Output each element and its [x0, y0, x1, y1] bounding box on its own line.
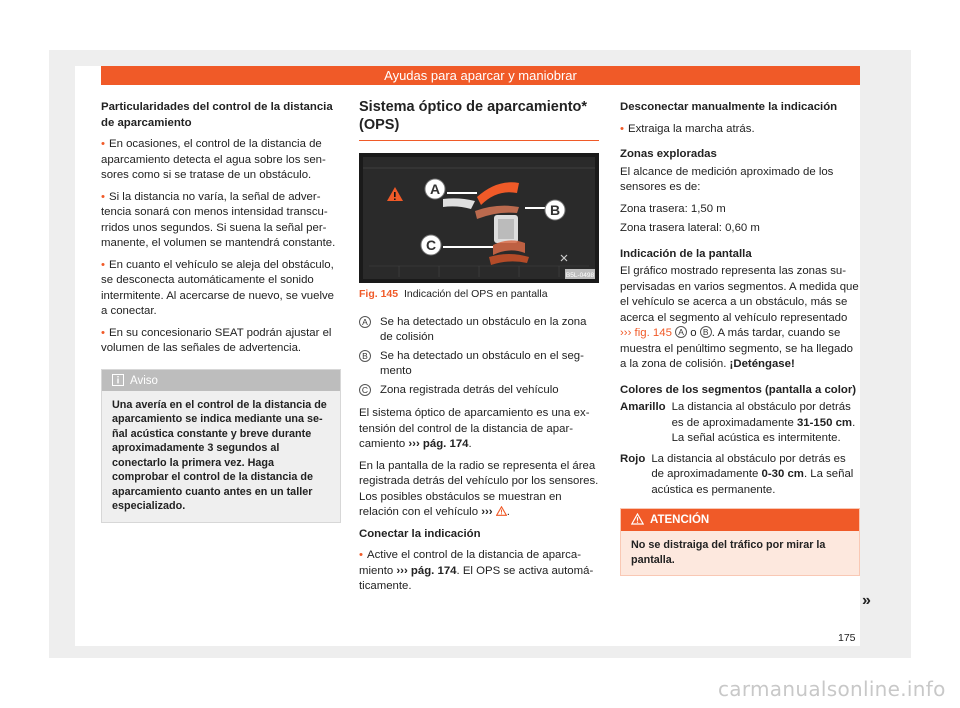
aviso-header: [102, 370, 340, 391]
bullet-icon: •: [101, 258, 105, 271]
atencion-header: [621, 509, 859, 531]
legend-item-b: B Se ha detectado un obstáculo en el segmento: [359, 349, 599, 380]
paragraph-indicacion: El gráfico mostrado representa las zonas supervisadas en varios segmentos. A medida que el vehículo se acerca a un obstáculo, más se acerca el segmento al vehículo representado ››› fig. 145 A o B . A más tardar, cuando se muestra el penúltimo segmento, se ha llegado a la zona de colisión. ¡Deténgase!: [620, 265, 859, 370]
legend-item-a: A Se ha detectado un obstáculo en la zona de colisión: [359, 315, 599, 346]
bullet-icon: •: [101, 326, 105, 339]
atencion-title: ATENCIÓN: [650, 514, 710, 526]
aviso-text: Una avería en el control de la distancia de aparcamiento se indica mediante una señal acústica constante y breve durante aproximadamente 3 segundos al conectarlo la primera vez. Haga comprobar el control de la distancia de aparcamiento cuanto antes en un taller especializado.: [112, 398, 327, 512]
continue-arrow: »: [862, 592, 871, 609]
page-reference-link[interactable]: ››› pág. 174: [408, 438, 469, 450]
atencion-text: No se distraiga del tráfico por mirar la pantalla.: [631, 539, 826, 566]
section-title-ops: Sistema óptico de aparcamiento* (OPS): [359, 98, 599, 141]
warning-icon: [631, 513, 644, 525]
info-icon: [112, 374, 124, 386]
column-2: [359, 98, 599, 601]
page-reference-link[interactable]: ››› pág. 174: [396, 564, 457, 577]
figure-label-c: C: [425, 237, 437, 253]
ops-figure: [359, 153, 599, 283]
heading-particularidades: Particularidades del control de la distancia de aparcamiento: [101, 101, 333, 129]
ops-display-illustration: [359, 153, 599, 283]
aviso-title: Aviso: [130, 374, 158, 387]
bullet-icon: •: [359, 549, 363, 561]
figure-label-b: B: [549, 202, 561, 218]
heading-zonas: Zonas exploradas: [620, 148, 717, 160]
page-number: 175: [838, 632, 856, 644]
bullet-item: • En ocasiones, el control de la distancia de aparcamiento detecta el agua sobre los sensores como si se tratase de un obstáculo.: [101, 138, 326, 181]
atencion-box: [620, 508, 860, 576]
color-item-amarillo: Amarillo La distancia al obstáculo por detrás es de aproximadamente 31-150 cm. La señal acústica es intermitente.: [620, 401, 856, 444]
watermark: carmanualsonline.info: [718, 677, 946, 701]
legend-item-c: C Zona registrada detrás del vehículo: [359, 383, 599, 400]
page-header: Ayudas para aparcar y maniobrar: [101, 66, 860, 85]
figure-reference-link[interactable]: ››› fig. 145: [620, 327, 672, 339]
zona-lateral: Zona trasera lateral: 0,60 m: [620, 222, 760, 234]
bullet-item: • En su concesionario SEAT podrán ajustar el volumen de las señales de advertencia.: [101, 326, 332, 354]
bullet-icon: •: [101, 138, 105, 150]
heading-conectar: Conectar la indicación: [359, 527, 481, 540]
paragraph-zonas: El alcance de medición aproximado de los sensores es de:: [620, 165, 834, 193]
bullet-icon: •: [101, 190, 105, 203]
figure-caption: Fig. 145 Indicación del OPS en pantalla: [359, 288, 548, 300]
bullet-item: • En cuanto el vehículo se aleja del obstáculo, se desconecta automáticamente el sonido intermitente. Al acercarse de nuevo, se vuelve a conectar.: [101, 258, 335, 317]
heading-colores: Colores de los segmentos (pantalla a color): [620, 383, 857, 396]
column-3: [620, 100, 860, 576]
figure-label-a: A: [429, 181, 441, 197]
bullet-item: • Extraiga la marcha atrás.: [620, 122, 860, 138]
bullet-icon: •: [620, 122, 624, 135]
zona-trasera: Zona trasera: 1,50 m: [620, 202, 726, 215]
heading-desconectar: Desconectar manualmente la indicación: [620, 101, 838, 113]
bullet-item: • Si la distancia no varía, la señal de advertencia sonará con menos intensidad transcurridos unos segundos. Si suena la señal permanente, el volumen se mantendrá constante.: [101, 190, 336, 249]
paragraph-ops-intro: El sistema óptico de aparcamiento es una extensión del control de la distancia de aparcamiento ››› pág. 174.: [359, 407, 590, 450]
heading-indicacion: Indicación de la pantalla: [620, 247, 752, 260]
bullet-item: • Active el control de la distancia de aparcamiento ››› pág. 174. El OPS se activa automáticamente.: [359, 549, 594, 592]
warning-icon: [496, 506, 507, 516]
figure-code: B5L-0498: [565, 272, 595, 279]
aviso-box: [101, 369, 341, 523]
paragraph-ops-display: En la pantalla de la radio se representa el área registrada detrás del vehículo por los sensores. Los posibles obstáculos se muestran en relación con el vehículo ››› .: [359, 459, 599, 518]
color-item-rojo: Rojo La distancia al obstáculo por detrás es de aproximadamente 0-30 cm. La señal acústica es permanente.: [620, 452, 854, 496]
column-1: [101, 100, 341, 523]
